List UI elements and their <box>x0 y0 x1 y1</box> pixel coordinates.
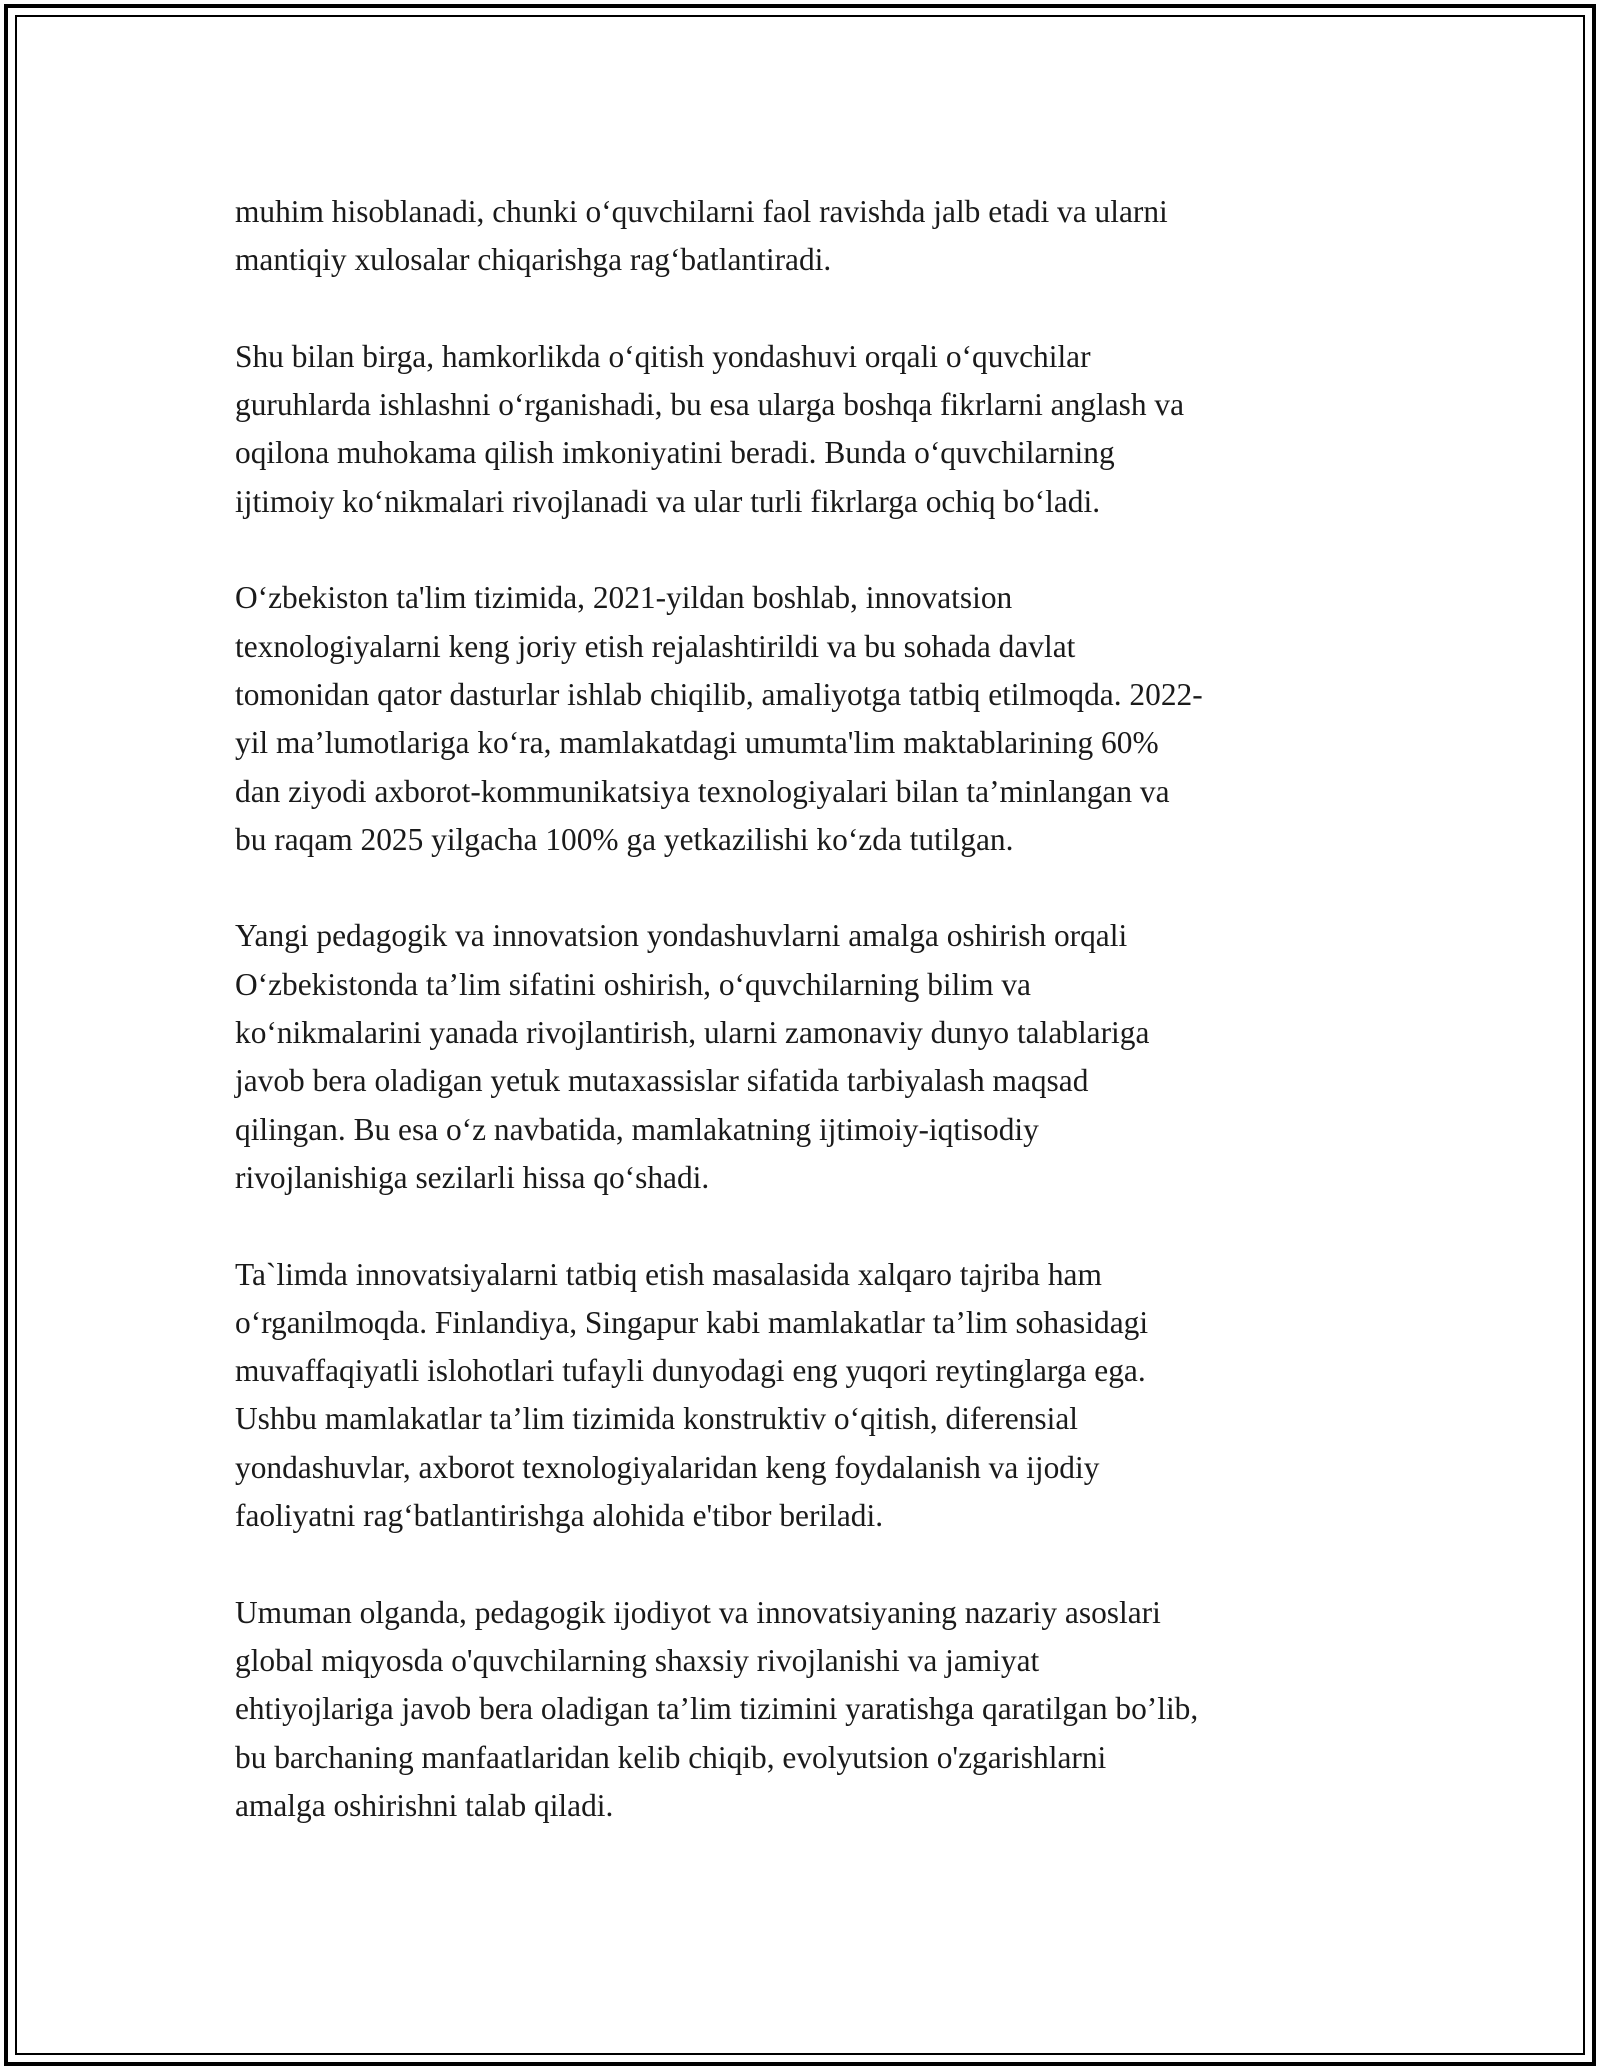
text-line: muhim hisoblanadi, chunki o‘quvchilarni faol ravishda jalb etadi va ularni <box>235 194 1168 229</box>
text-line: oqilona muhokama qilish imkoniyatini beradi. Bunda o‘quvchilarning <box>235 435 1115 471</box>
text-line: faoliyatni rag‘batlantirishga alohida e'tibor beriladi. <box>235 1498 884 1534</box>
text-line: javob bera oladigan yetuk mutaxassislar sifatida tarbiyalash maqsad <box>235 1063 1089 1099</box>
paragraph-5 <box>235 1251 1385 1541</box>
text-line: ko‘nikmalarini yanada rivojlantirish, ularni zamonaviy dunyo talablariga <box>235 1015 1150 1051</box>
paragraph-3 <box>235 574 1385 864</box>
text-line: bu raqam 2025 yilgacha 100% ga yetkazilishi ko‘zda tutilgan. <box>235 821 1014 857</box>
text-line: tomonidan qator dasturlar ishlab chiqilib, amaliyotga tatbiq etilmoqda. 2022- <box>235 676 1203 712</box>
text-line: o‘rganilmoqda. Finlandiya, Singapur kabi mamlakatlar ta’lim sohasidagi <box>235 1304 1149 1340</box>
text-line: yondashuvlar, axborot texnologiyalaridan keng foydalanish va ijodiy <box>235 1449 1100 1485</box>
text-line: amalga oshirishni talab qiladi. <box>235 1787 614 1823</box>
text-line: texnologiyalarni keng joriy etish rejalashtirildi va bu sohada davlat <box>235 628 1076 664</box>
paragraph-2 <box>235 333 1385 526</box>
text-line: Ushbu mamlakatlar ta’lim tizimida konstruktiv o‘qitish, diferensial <box>235 1401 1079 1437</box>
text-line: yil ma’lumotlariga ko‘ra, mamlakatdagi umumta'lim maktablarining 60% <box>235 725 1159 761</box>
text-line: rivojlanishiga sezilarli hissa qo‘shadi. <box>235 1159 710 1195</box>
text-line: O‘zbekiston ta'lim tizimida, 2021-yildan boshlab, innovatsion <box>235 580 1013 616</box>
text-line: guruhlarda ishlashni o‘rganishadi, bu esa ularga boshqa fikrlarni anglash va <box>235 387 1185 423</box>
paragraph-4 <box>235 912 1385 1202</box>
text-line: muvaffaqiyatli islohotlari tufayli dunyodagi eng yuqori reytinglarga ega. <box>235 1353 1146 1389</box>
text-line: global miqyosda o'quvchilarning shaxsiy rivojlanishi va jamiyat <box>235 1642 1040 1678</box>
text-line: bu barchaning manfaatlaridan kelib chiqib, evolyutsion o'zgarishlarni <box>235 1739 1107 1775</box>
text-line: Shu bilan birga, hamkorlikda o‘qitish yondashuvi orqali o‘quvchilar <box>235 338 1091 374</box>
paragraph-6 <box>235 1589 1385 1830</box>
text-line: ijtimoiy ko‘nikmalari rivojlanadi va ular turli fikrlarga ochiq bo‘ladi. <box>235 483 1101 519</box>
text-line: Yangi pedagogik va innovatsion yondashuvlarni amalga oshirish orqali <box>235 918 1128 954</box>
text-line: O‘zbekistonda ta’lim sifatini oshirish, o‘quvchilarning bilim va <box>235 966 1031 1002</box>
text-line: mantiqiy xulosalar chiqarishga rag‘batlantiradi. <box>235 242 832 278</box>
text-line: Umuman olganda, pedagogik ijodiyot va innovatsiyaning nazariy asoslari <box>235 1594 1161 1630</box>
paragraph-1 <box>235 188 1385 285</box>
text-line: qilingan. Bu esa o‘z navbatida, mamlakatning ijtimoiy-iqtisodiy <box>235 1111 1039 1147</box>
text-line: ehtiyojlariga javob bera oladigan ta’lim tizimini yaratishga qaratilgan bo’lib, <box>235 1691 1199 1727</box>
document-body <box>235 188 1385 1878</box>
text-line: dan ziyodi axborot-kommunikatsiya texnologiyalari bilan ta’minlangan va <box>235 773 1170 809</box>
text-line: Ta`limda innovatsiyalarni tatbiq etish masalasida xalqaro tajriba ham <box>235 1256 1102 1292</box>
